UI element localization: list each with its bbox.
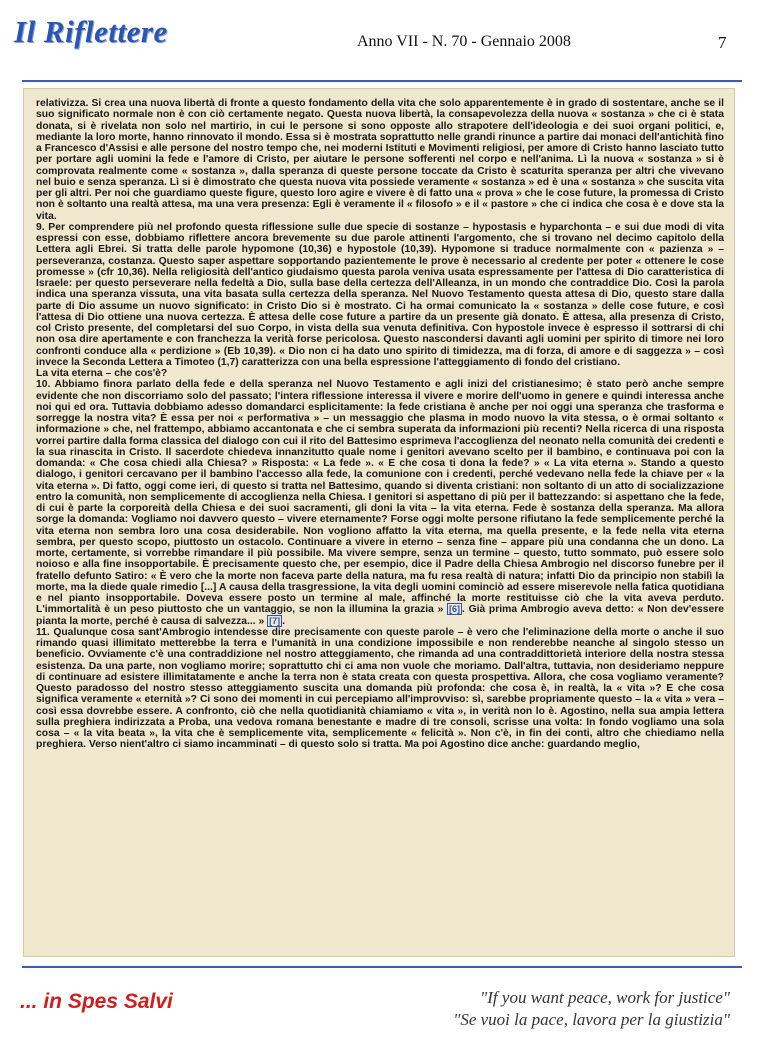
footnote-ref-7[interactable]: [7] — [269, 615, 281, 626]
footer-divider — [22, 966, 742, 968]
quote-english: "If you want peace, work for justice" — [480, 988, 730, 1007]
paragraph-10-body: 10. Abbiamo finora parlato della fede e della speranza nel Nuovo Testamento e agli inizi del cristianesimo; è stato però anche sempre evidente che non discorriamo solo del passato; l'intera riflessione interessa il vivere e morire dell'uomo in genere e quindi interessa anche noi qui ed ora. Tuttavia dobbiamo adesso domandarci esplicitamente: la fede cristiana è anche per noi oggi una speranza che trasforma e sorregge la nostra vita? È essa per noi « performativa » – un messaggio che plasma in modo nuovo la vita stessa, o è ormai soltanto « informazione » che, nel frattempo, abbiamo accantonata e che ci sembra superata da informazioni più recenti? Nella ricerca di una risposta vorrei partire dalla forma classica del dialogo con cui il rito del Battesimo esprimeva l'accoglienza del neonato nella comunità dei credenti e la sua rinascita in Cristo. Il sacerdote chiedeva innanzitutto quale nome i genitori avevano scelto per il bambino, e continuava poi con la domanda: « Che cosa chiedi alla Chiesa? » Risposta: « La fede ». « E che cosa ti dona la fede? » « La vita eterna ». Stando a questo dialogo, i genitori cercavano per il bambino l'accesso alla fede, la comunione con i credenti, perché vedevano nella fede la chiave per « la vita eterna ». Di fatto, oggi come ieri, di questo si tratta nel Battesimo, quando si diventa cristiani: non soltanto di un atto di socializzazione entro la comunità, non semplicemente di accoglienza nella Chiesa. I genitori si aspettano di più per il battezzando: si aspettano che la fede, di cui è parte la corporeità della Chiesa e dei suoi sacramenti, gli doni la vita – la vita eterna. Fede è sostanza della speranza. Ma allora sorge la domanda: Vogliamo noi davvero questo – vivere eternamente? Forse oggi molte persone rifiutano la fede semplicemente perché la vita eterna non sembra loro una cosa desiderabile. Non vogliono affatto la vita eterna, ma quella presente, e la fede nella vita eterna sembra, per questo scopo, piuttosto un ostacolo. Continuare a vivere in eterno – senza fine – appare più una condanna che un dono. La morte, certamente, si vorrebbe rimandare il più possibile. Ma vivere sempre, senza un termine – questo, tutto sommato, può essere solo noioso e alla fine insopportabile. È precisamente questo che, per esempio, dice il Padre della Chiesa Ambrogio nel discorso funebre per il fratello defunto Satiro: « È vero che la morte non faceva parte della natura, ma fu resa realtà di natura; infatti Dio da principio non stabilì la morte, ma la diede quale rimedio [...] A causa della trasgressione, la vita degli uomini cominciò ad essere miserevole nella fatica quotidiana e nel pianto insopportabile. Doveva essere posto un termine al male, affinché la morte restituisse ciò che la vita aveva perduto. L'immortalità è un peso piuttosto che un vantaggio, se non la illumina la grazia » — [36, 379, 724, 616]
masthead-logo: Il Riflettere — [14, 14, 168, 49]
header-divider — [22, 80, 742, 82]
quote-italian: "Se vuoi la pace, lavora per la giustizia" — [453, 1010, 730, 1029]
page-footer — [0, 970, 766, 1053]
footer-motto: ... in Spes Salvi — [20, 990, 173, 1013]
paragraph-intro: relativizza. Si crea una nuova libertà di fronte a questo fondamento della vita che solo apparentemente è in grado di sostentare, anche se il suo significato normale non è con ciò certamente negato. Questa nuova libertà, la consapevolezza della nuova « sostanza » che ci è stata donata, si è rivelata non solo nel martirio, in cui le persone si sono opposte allo strapotere dell'ideologia e dei suoi organi politici, e, mediante la loro morte, hanno rinnovato il mondo. Essa si è mostrata soprattutto nelle grandi rinunce a partire dai monaci dell'antichità fino a Francesco d'Assisi e alle persone del nostro tempo che, nei moderni Istituti e Movimenti religiosi, per amore di Cristo hanno lasciato tutto per portare agli uomini la fede e l'amore di Cristo, per aiutare le persone sofferenti nel corpo e nell'anima. Lì la nuova « sostanza » si è comprovata realmente come « sostanza », dalla speranza di queste persone toccate da Cristo è scaturita speranza per altri che vivevano nel buio e senza speranza. Lì si è dimostrato che questa nuova vita possiede veramente « sostanza » ed è una « sostanza » che suscita vita per gli altri. Per noi che guardiamo queste figure, questo loro agire e vivere è di fatto una « prova » che le cose future, la promessa di Cristo non è soltanto una realtà attesa, ma una vera presenza: Egli è veramente il « filosofo » e il « pastore » che ci indica che cosa è e dove sta la vita. — [36, 98, 724, 222]
article-box — [23, 88, 735, 957]
paragraph-10 — [36, 379, 724, 627]
paragraph-10-end: . — [282, 615, 285, 627]
paragraph-10-tail: . Già prima Ambrogio aveva detto: « Non dev'essere pianta la morte, perché è causa di salvezza... » — [36, 604, 724, 627]
paragraph-9: 9. Per comprendere più nel profondo questa riflessione sulle due specie di sostanze – hypostasis e hyparchonta – e sui due modi di vita espressi con esse, dobbiamo riflettere ancora brevemente su due parole attinenti l'argomento, che si trovano nel decimo capitolo della Lettera agli Ebrei. Si tratta delle parole hypomone (10,36) e hypostole (10,39). Hypomone si traduce normalmente con « pazienza » – perseveranza, costanza. Questo saper aspettare sopportando pazientemente le prove è necessario al credente per poter « ottenere le cose promesse » (cfr 10,36). Nella religiosità dell'antico giudaismo questa parola veniva usata espressamente per l'attesa di Dio caratteristica di Israele: per questo perseverare nella fedeltà a Dio, sulla base della certezza dell'Alleanza, in un mondo che contraddice Dio. Così la parola indica una speranza vissuta, una vita basata sulla certezza della speranza. Nel Nuovo Testamento questa attesa di Dio, questo stare dalla parte di Dio assume un nuovo significato: in Cristo Dio si è mostrato. Ci ha ormai comunicato la « sostanza » delle cose future, e così l'attesa di Dio ottiene una nuova certezza. È attesa delle cose future a partire da un presente già donato. È attesa, alla presenza di Cristo, col Cristo presente, del completarsi del suo Corpo, in vista della sua venuta definitiva. Con hypostole invece è espresso il sottrarsi di chi non osa dire apertamente e con franchezza la verità forse pericolosa. Questo nascondersi davanti agli uomini per spirito di timore nei loro confronti conduce alla « perdizione » (Eb 10,39). « Dio non ci ha dato uno spirito di timidezza, ma di forza, di amore e di saggezza » – così invece la Seconda Lettera a Timoteo (1,7) caratterizza con una bella espressione l'atteggiamento di fondo del cristiano. — [36, 221, 724, 368]
page-number: 7 — [718, 33, 727, 52]
page-header — [0, 0, 766, 82]
issue-info: Anno VII - N. 70 - Gennaio 2008 — [357, 33, 571, 50]
paragraph-11: 11. Qualunque cosa sant'Ambrogio intendesse dire precisamente con queste parole – è vero che l'eliminazione della morte o anche il suo rimando quasi illimitato metterebbe la terra e l'umanità in una condizione impossibile e non renderebbe neanche al singolo stesso un beneficio. Ovviamente c'è una contraddizione nel nostro atteggiamento, che rimanda ad una contraddittorietà interiore della nostra stessa esistenza. Da una parte, non vogliamo morire; soprattutto chi ci ama non vuole che moriamo. Dall'altra, tuttavia, non desideriamo neppure di continuare ad esistere illimitatamente e anche la terra non è stata creata con questa prospettiva. Allora, che cosa vogliamo veramente? Questo paradosso del nostro stesso atteggiamento suscita una domanda più profonda: che cosa è, in realtà, la « vita »? E che cosa significa veramente « eternità »? Ci sono dei momenti in cui percepiamo all'improvviso: sì, sarebbe propriamente questo – la « vita » vera – così essa dovrebbe essere. A confronto, ciò che nella quotidianità chiamiamo « vita », in verità non lo è. Agostino, nella sua ampia lettera sulla preghiera indirizzata a Proba, una vedova romana benestante e madre di tre consoli, scrisse una volta: In fondo vogliamo una sola cosa – « la vita beata », la vita che è semplicemente vita, semplicemente « felicità ». Non c'è, in fin dei conti, altro che chiediamo nella preghiera. Verso nient'altro ci siamo incamminati – di questo solo si tratta. Ma poi Agostino dice anche: guardando meglio, — [36, 626, 724, 751]
footnote-ref-6[interactable]: [6] — [449, 604, 461, 615]
section-heading: La vita eterna – che cos'è? — [36, 368, 168, 379]
